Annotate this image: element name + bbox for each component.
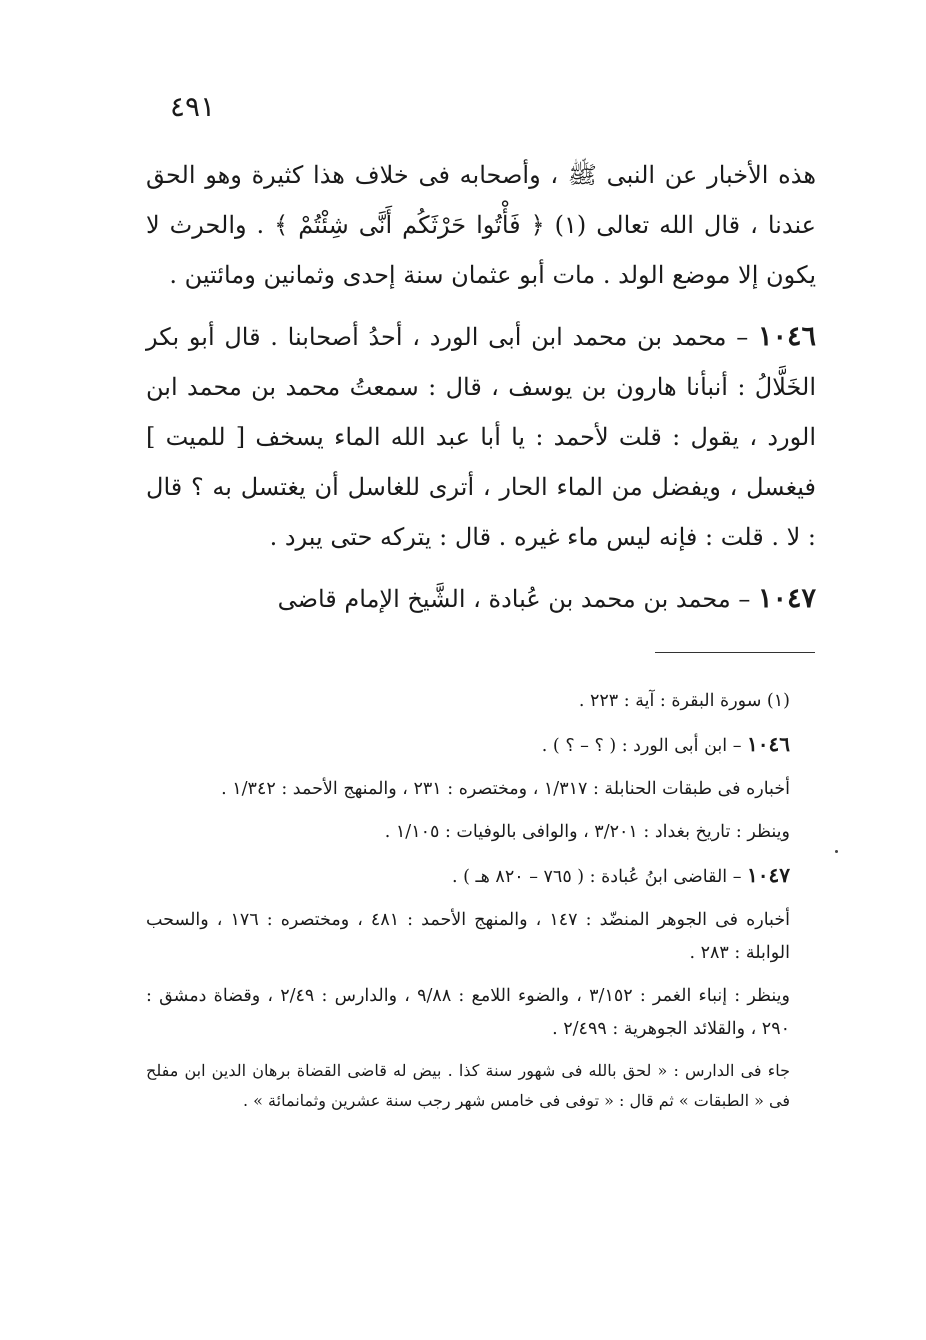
page-number: ٤٩١ bbox=[170, 90, 216, 123]
footnote-1: (١) سورة البقرة : آية : ٢٢٣ . bbox=[578, 691, 790, 711]
footnote-1046-title: – ابن أبى الورد : ( ؟ – ؟ ) . bbox=[541, 736, 748, 756]
footnote-1047-see-also: وينظر : إنباء الغمر : ٣/١٥٢ ، والضوء اللامع : ٩/٨٨ ، والدارس : ٢/٤٩ ، وقضاة دمشق : ٢٩٠ ، والقلائد الجوهرية : ٢/٤٩٩ . bbox=[146, 986, 791, 1039]
footnote-1047-title: – القاضى ابنُ عُبادة : ( ٧٦٥ – ٨٢٠ هـ ) . bbox=[451, 867, 748, 887]
scan-speck bbox=[835, 850, 838, 853]
footnote-1047-heading bbox=[146, 859, 816, 894]
footnote-1047-quote: جاء فى الدارس : « لحق بالله فى شهور سنة كذا . بيض له قاضى القضاة برهان الدين ابن مفلح فى « الطبقات » ثم قال : « توفى فى خامس شهر رجب سنة عشرين وثمانمائة » . bbox=[146, 1061, 790, 1110]
entry-1046-number: ١٠٤٦ bbox=[757, 321, 816, 352]
paragraph-1: هذه الأخبار عن النبى ﷺ ، وأصحابه فى خلاف هذا كثيرة وهو الحق عندنا ، قال الله تعالى (١) ﴿ فَأْتُوا حَرْثَكُم أَنَّى شِئْتُمْ ﴾ . والحرث لا يكون إلا موضع الولد . مات أبو عثمان سنة إحدى وثمانين ومائتين . bbox=[146, 161, 817, 289]
footnote-1047-number: ١٠٤٧ bbox=[747, 863, 790, 887]
entry-1046 bbox=[146, 312, 816, 562]
footnote-1046-sources: أخباره فى طبقات الحنابلة : ١/٣١٧ ، ومختصره : ٢٣١ ، والمنهج الأحمد : ١/٣٤٢ . bbox=[221, 779, 790, 799]
footnote-1047-sources: أخباره فى الجوهر المنضّد : ١٤٧ ، والمنهج الأحمد : ٤٨١ ، ومختصره : ١٧٦ ، والسحب الوابلة : ٢٨٣ . bbox=[146, 910, 791, 963]
footnote-1046-number: ١٠٤٦ bbox=[747, 732, 790, 756]
main-text bbox=[146, 150, 816, 636]
footnote-1046-heading bbox=[146, 728, 816, 763]
entry-1046-text: – محمد بن محمد ابن أبى الورد ، أحدُ أصحابنا . قال أبو بكر الخَلَّالُ : أنبأنا هارون بن يوسف ، قال : سمعتُ محمد بن محمد ابن الورد ، يقول : قلت لأحمد : يا أبا عبد الله الماء يسخف [ للميت ] فيغسل ، ويفضل من الماء الحار ، أترى للغاسل أن يغتسل به ؟ قال : لا . قلت : فإنه ليس ماء غيره . قال : يتركه حتى يبرد . bbox=[146, 323, 816, 551]
footnote-1046-see-also: وينظر : تاريخ بغداد : ٣/٢٠١ ، والوافى بالوفيات : ١/١٠٥ . bbox=[384, 822, 790, 842]
entry-1047-number: ١٠٤٧ bbox=[757, 583, 816, 614]
entry-1047 bbox=[146, 574, 816, 624]
entry-1047-text: – محمد بن محمد بن عُبادة ، الشَّيخ الإمام قاضى bbox=[277, 585, 758, 613]
footnotes bbox=[146, 685, 816, 1126]
footnote-divider bbox=[655, 652, 815, 653]
